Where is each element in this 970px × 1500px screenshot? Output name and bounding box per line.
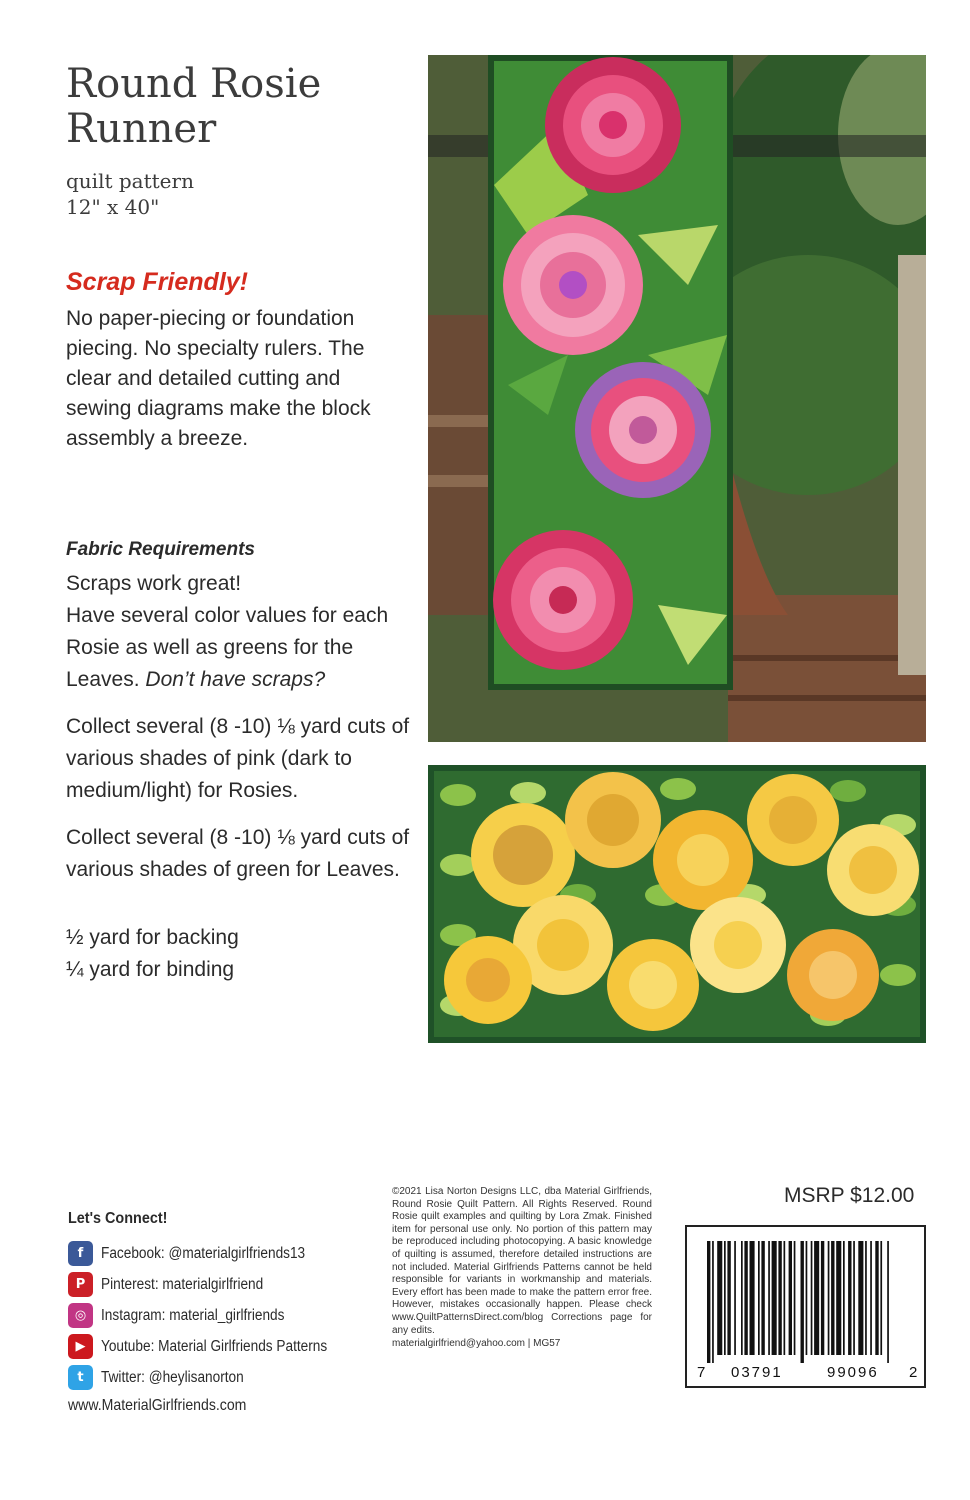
- barcode-digit-first: 7: [697, 1364, 706, 1381]
- barcode: [685, 1225, 926, 1388]
- barcode-group-right: 99096: [827, 1364, 879, 1381]
- finished-size: 12" x 40": [66, 195, 160, 219]
- fabric-line-pink: Collect several (8 -10) ⅛ yard cuts of various shades of pink (dark to medium/light) for Rosies.: [66, 715, 410, 802]
- yellow-quilt-illustration: [428, 765, 926, 1043]
- no-scraps-question: Don’t have scraps?: [145, 668, 326, 691]
- rose-4: [493, 530, 633, 670]
- pinterest-icon: P: [68, 1272, 93, 1297]
- barcode-bar: [880, 1241, 882, 1355]
- barcode-bar: [831, 1241, 834, 1355]
- barcode-bar: [794, 1241, 796, 1355]
- twitter-icon: t: [68, 1365, 93, 1390]
- barcode-bar: [887, 1241, 889, 1363]
- barcode-bar: [784, 1241, 786, 1355]
- barcode-bar: [853, 1241, 855, 1355]
- social-pinterest[interactable]: [68, 1269, 388, 1300]
- youtube-icon: ▶: [68, 1334, 93, 1359]
- social-label: Youtube: Material Girlfriends Patterns: [101, 1337, 328, 1355]
- barcode-bar: [741, 1241, 743, 1355]
- barcode-bar: [875, 1241, 878, 1355]
- scrap-friendly-text: No paper-piecing or foundation piecing. No specialty rulers. The clear and detailed cutting and sewing diagrams make the block assembly a breeze.: [66, 307, 371, 450]
- barcode-group-left: 03791: [731, 1364, 783, 1381]
- barcode-bar: [707, 1241, 710, 1363]
- barcode-bar: [806, 1241, 808, 1355]
- barcode-bar: [772, 1241, 777, 1355]
- fabric-line-scraps: Scraps work great!: [66, 572, 242, 595]
- barcode-bar: [789, 1241, 792, 1355]
- barcode-bar: [848, 1241, 851, 1355]
- barcode-bar: [734, 1241, 736, 1355]
- barcode-bar: [727, 1241, 730, 1355]
- scrap-friendly-heading: Scrap Friendly!: [66, 268, 248, 296]
- fabric-line-binding: ¼ yard for binding: [66, 958, 235, 981]
- barcode-bar: [870, 1241, 872, 1355]
- pink-runner-photo: [428, 55, 926, 742]
- msrp-price: MSRP $12.00: [784, 1184, 915, 1207]
- barcode-graphic: [687, 1227, 924, 1386]
- rose-1: [545, 57, 681, 193]
- pink-runner-illustration: [428, 55, 926, 742]
- legal-text: ©2021 Lisa Norton Designs LLC, dba Material Girlfriends, Round Rosie Quilt Pattern. All Rights Reserved. Round Rosie quilt examples and quilting by Lora Zmak. Finished item for personal use only. No portion of this pattern may be reproduced including photocopying. A basic knowledge of quilting is assumed, therefore detailed instructions are not included. Material Girlfriends Patterns cannot be held responsible for variants in workmanship and materials. Every effort has been made to make the pattern error free. However, mistakes occasionally happen. Please check www.QuiltPatternsDirect.com/blog Corrections page for any edits.: [392, 1186, 652, 1336]
- barcode-bar: [836, 1241, 841, 1355]
- barcode-bar: [811, 1241, 813, 1355]
- barcode-digit-last: 2: [909, 1364, 918, 1381]
- barcode-bar: [865, 1241, 867, 1355]
- barcode-bar: [750, 1241, 755, 1355]
- instagram-icon: ◎: [68, 1303, 93, 1328]
- subtitle: [66, 168, 194, 220]
- title-line-1: Round Rosie: [66, 61, 322, 107]
- social-label: Instagram: material_girlfriends: [101, 1306, 285, 1324]
- barcode-bar: [828, 1241, 830, 1355]
- social-label: Pinterest: materialgirlfriend: [101, 1275, 264, 1293]
- barcode-bar: [758, 1241, 760, 1355]
- barcode-bar: [843, 1241, 845, 1355]
- contact-email: materialgirlfriend@yahoo.com | MG57: [392, 1338, 561, 1350]
- barcode-bar: [858, 1241, 863, 1355]
- social-twitter[interactable]: [68, 1362, 388, 1393]
- barcode-bar: [717, 1241, 722, 1355]
- pattern-title: [66, 62, 321, 152]
- barcode-bar: [768, 1241, 770, 1355]
- title-line-2: Runner: [66, 106, 217, 152]
- rose-3: [575, 362, 711, 498]
- social-links: [68, 1238, 388, 1393]
- fabric-line-backing: ½ yard for backing: [66, 926, 239, 949]
- subtitle-type: quilt pattern: [66, 169, 194, 193]
- fabric-line-values: Have several color values for each Rosie as well as greens for the Leaves. Don’t have scraps?: [66, 604, 389, 691]
- barcode-bar: [744, 1241, 747, 1355]
- barcode-bars: [707, 1241, 889, 1363]
- social-facebook[interactable]: [68, 1238, 388, 1269]
- barcode-bar: [801, 1241, 804, 1363]
- rose-2: [503, 215, 643, 355]
- barcode-bar: [821, 1241, 824, 1355]
- social-label: Twitter: @heylisanorton: [101, 1368, 244, 1386]
- social-youtube[interactable]: [68, 1331, 388, 1362]
- barcode-bar: [814, 1241, 819, 1355]
- fabric-line-green: Collect several (8 -10) ⅛ yard cuts of various shades of green for Leaves.: [66, 826, 410, 881]
- yellow-quilt-photo: [428, 765, 926, 1043]
- social-label: Facebook: @materialgirlfriends13: [101, 1244, 306, 1262]
- facebook-icon: f: [68, 1241, 93, 1266]
- barcode-bar: [724, 1241, 726, 1355]
- fabric-requirements-body: [66, 568, 416, 986]
- copyright-notice: [392, 1186, 652, 1351]
- barcode-bar: [778, 1241, 781, 1355]
- fabric-requirements-heading: Fabric Requirements: [66, 539, 255, 560]
- website-link[interactable]: www.MaterialGirlfriends.com: [68, 1397, 247, 1414]
- barcode-bar: [761, 1241, 764, 1355]
- lets-connect-heading: Let's Connect!: [68, 1210, 168, 1227]
- barcode-bar: [712, 1241, 714, 1363]
- social-instagram[interactable]: [68, 1300, 388, 1331]
